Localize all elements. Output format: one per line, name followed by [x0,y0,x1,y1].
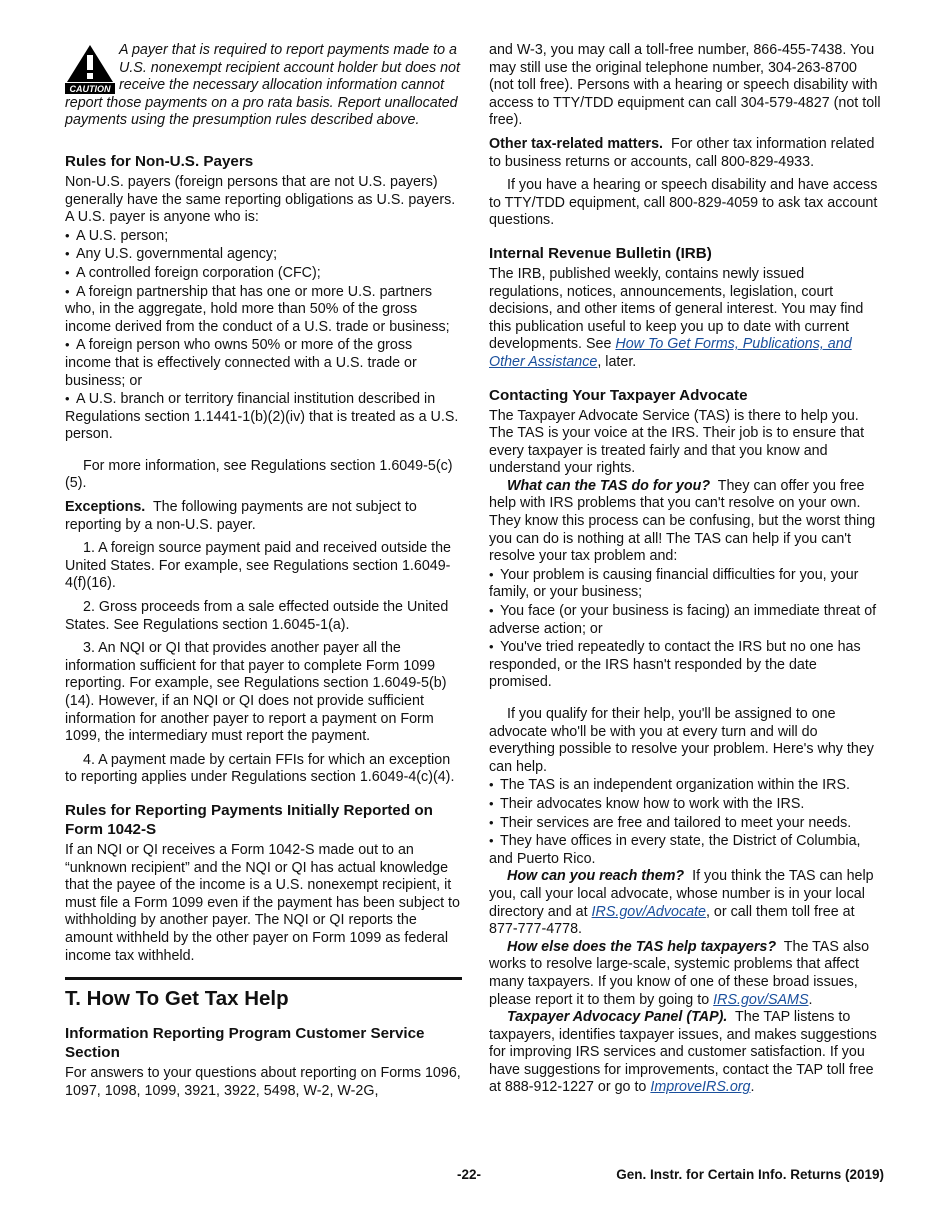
document-title: Gen. Instr. for Certain Info. Returns (2019) [616,1167,884,1182]
list-item: • Their advocates know how to work with the IRS. [489,795,805,812]
tas-heading: Contacting Your Taxpayer Advocate [489,386,748,404]
exception-item-2: 2. Gross proceeds from a sale effected outside the United States. See Regulations section 1.6045-1(a). [65,599,449,633]
form-1042s-text: If an NQI or QI receives a Form 1042-S made out to an “unknown recipient” and the NQI or QI has actual knowledge that the payee of the income is a U.S. nonexempt recipient, it must file a Form 1099 even if the payment has been subject to withholding by another payer. The NQI or QI reports the amount withheld by the other payer on Form 1099 as federal income tax withheld. [65,841,460,964]
right-column [489,42,882,1097]
irb-text: The IRB, published weekly, contains newly issued regulations, notices, announcements, legislation, court decisions, and other items of general interest. You may find this publication useful to keep you up to date with current developments. See How To Get Forms, Publications, and Other Assistance, later. [489,265,864,370]
other-tax-paragraph: Other tax-related matters. For other tax information related to business returns or accounts, call 800-829-4933. [489,135,875,170]
list-item: • A foreign partnership that has one or more U.S. partners who, in the aggregate, hold more than 50% of the gross income derived from the conduct of a U.S. trade or business; [65,283,450,335]
list-item: • A U.S. branch or territory financial institution described in Regulations section 1.1441-1(b)(2)(iv) that is treated as a U.S. person. [65,391,459,443]
section-divider [65,977,462,1100]
tas-what-paragraph: What can the TAS do for you? They can offer you free help with IRS problems that you can't resolve on your own. They know this process can be confusing, but the worst thing you can do is nothing at all! The TAS can help if you can't resolve your tax problem and: [489,477,876,565]
page-number: -22- [457,1167,482,1182]
irb-heading: Internal Revenue Bulletin (IRB) [489,244,712,262]
list-item: • Their services are free and tailored to meet your needs. [489,814,852,831]
exception-item-1: 1. A foreign source payment paid and received outside the United States. For example, see Regulations section 1.6049-4(f)(16). [65,540,451,592]
exceptions-label: Exceptions. [65,499,146,516]
other-tax-label: Other tax-related matters. [489,135,664,152]
exception-item-3: 3. An NQI or QI that provides another payer all the information sufficient for that payer to complete Form 1099 reporting. For example, see Regulations section 1.6049-5(b)(14). However, if an NQI or QI does not provide sufficient information for another payer to report a payment on Form 1099, the intermediary must report the payment. [65,640,447,745]
more-info: For more information, see Regulations section 1.6049-5(c)(5). [65,457,453,492]
customer-service-heading: Information Reporting Program Customer Service Section [65,1025,425,1062]
left-column [65,42,462,1100]
tas-reach-paragraph: How can you reach them? If you think the TAS can help you, call your local advocate, whose number is in your local directory and at IRS.gov/Advocate, or call them toll free at 877-777-4778. [489,868,874,938]
form-1042s-heading: Rules for Reporting Payments Initially Reported on Form 1042-S [65,801,433,838]
caution-text: A payer that is required to report payments made to a U.S. nonexempt recipient account holder but does not receive the necessary allocation information cannot report those payments on a pro rata basis. Report unallocated payments using the presumption rules described above. [65,42,460,129]
list-item: • You've tried repeatedly to contact the IRS but no one has responded, or the IRS hasn't responded by the date promised. [489,639,861,691]
list-item: • The TAS is an independent organization within the IRS. [489,777,850,794]
list-item: • Any U.S. governmental agency; [65,246,278,263]
irs-sams-link[interactable]: IRS.gov/SAMS [713,991,809,1008]
list-item: • You face (or your business is facing) an immediate threat of adverse action; or [489,603,877,637]
section-t-heading: T. How To Get Tax Help [65,987,289,1011]
tty-paragraph: If you have a hearing or speech disability and have access to TTY/TDD equipment, call 800-829-4059 to ask tax account questions. [489,177,878,229]
non-us-intro: Non-U.S. payers (foreign persons that are not U.S. payers) generally have the same reporting obligations as U.S. payers. A U.S. payer is anyone who is: [65,173,456,226]
how-to-get-forms-link[interactable]: How To Get Forms, Publications, and Other Assistance [489,336,852,370]
tas-qualify: If you qualify for their help, you'll be assigned to one advocate who'll be with you at every turn and will do everything possible to resolve your problem. Here's why they can help. [489,706,874,775]
irs-advocate-link[interactable]: IRS.gov/Advocate [591,903,706,920]
tas-problem-list [489,566,882,692]
list-item: • A foreign person who owns 50% or more of the gross income that is effectively connected with a U.S. trade or business; or [65,337,417,389]
improve-irs-link[interactable]: ImproveIRS.org [650,1079,751,1096]
list-item: • They have offices in every state, the District of Columbia, and Puerto Rico. [489,833,861,867]
caution-icon-label: CAUTION [69,84,111,94]
customer-service-text-left: For answers to your questions about reporting on Forms 1096, 1097, 1098, 1099, 3921, 3922, 5498, W-2, W-2G, [65,1065,461,1099]
list-item: • Your problem is causing financial difficulties for you, your family, or your business; [489,566,859,601]
tas-why-list [489,776,882,868]
caution-note [65,42,462,130]
caution-icon [65,44,115,94]
tap-paragraph: Taxpayer Advocacy Panel (TAP). The TAP listens to taxpayers, identifies taxpayer issues, and makes suggestions for improving IRS services and customer satisfaction. If you have suggestions for improvements, contact the TAP toll free at 888-912-1227 or go to ImproveIRS.org. [489,1009,877,1096]
exceptions-paragraph: Exceptions. The following payments are not subject to reporting by a non-U.S. payer. [65,499,417,533]
non-us-heading: Rules for Non-U.S. Payers [65,152,254,170]
customer-service-text-right: and W-3, you may call a toll-free number, 866-455-7438. You may still use the original telephone number, 304-263-8700 (not toll free). Persons with a hearing or speech disability with access to TTY/TDD equipment can call 304-579-4827 (not toll free). [489,42,881,129]
list-item: • A U.S. person; [65,227,169,244]
exception-item-4: 4. A payment made by certain FFIs for which an exception to reporting applies under Regulations section 1.6049-4(c)(4). [65,751,455,786]
tas-else-paragraph: How else does the TAS help taxpayers? The TAS also works to resolve large-scale, systemic problems that affect many taxpayers. If you know of one of these broad issues, please report it to them by going to IRS.gov/SAMS. [489,938,870,1008]
list-item: • A controlled foreign corporation (CFC); [65,264,321,281]
us-payer-list [65,227,462,444]
tas-intro: The Taxpayer Advocate Service (TAS) is there to help you. The TAS is your voice at the IRS. Their job is to ensure that every taxpayer is treated fairly and that you know and understand your rights. [489,407,865,477]
